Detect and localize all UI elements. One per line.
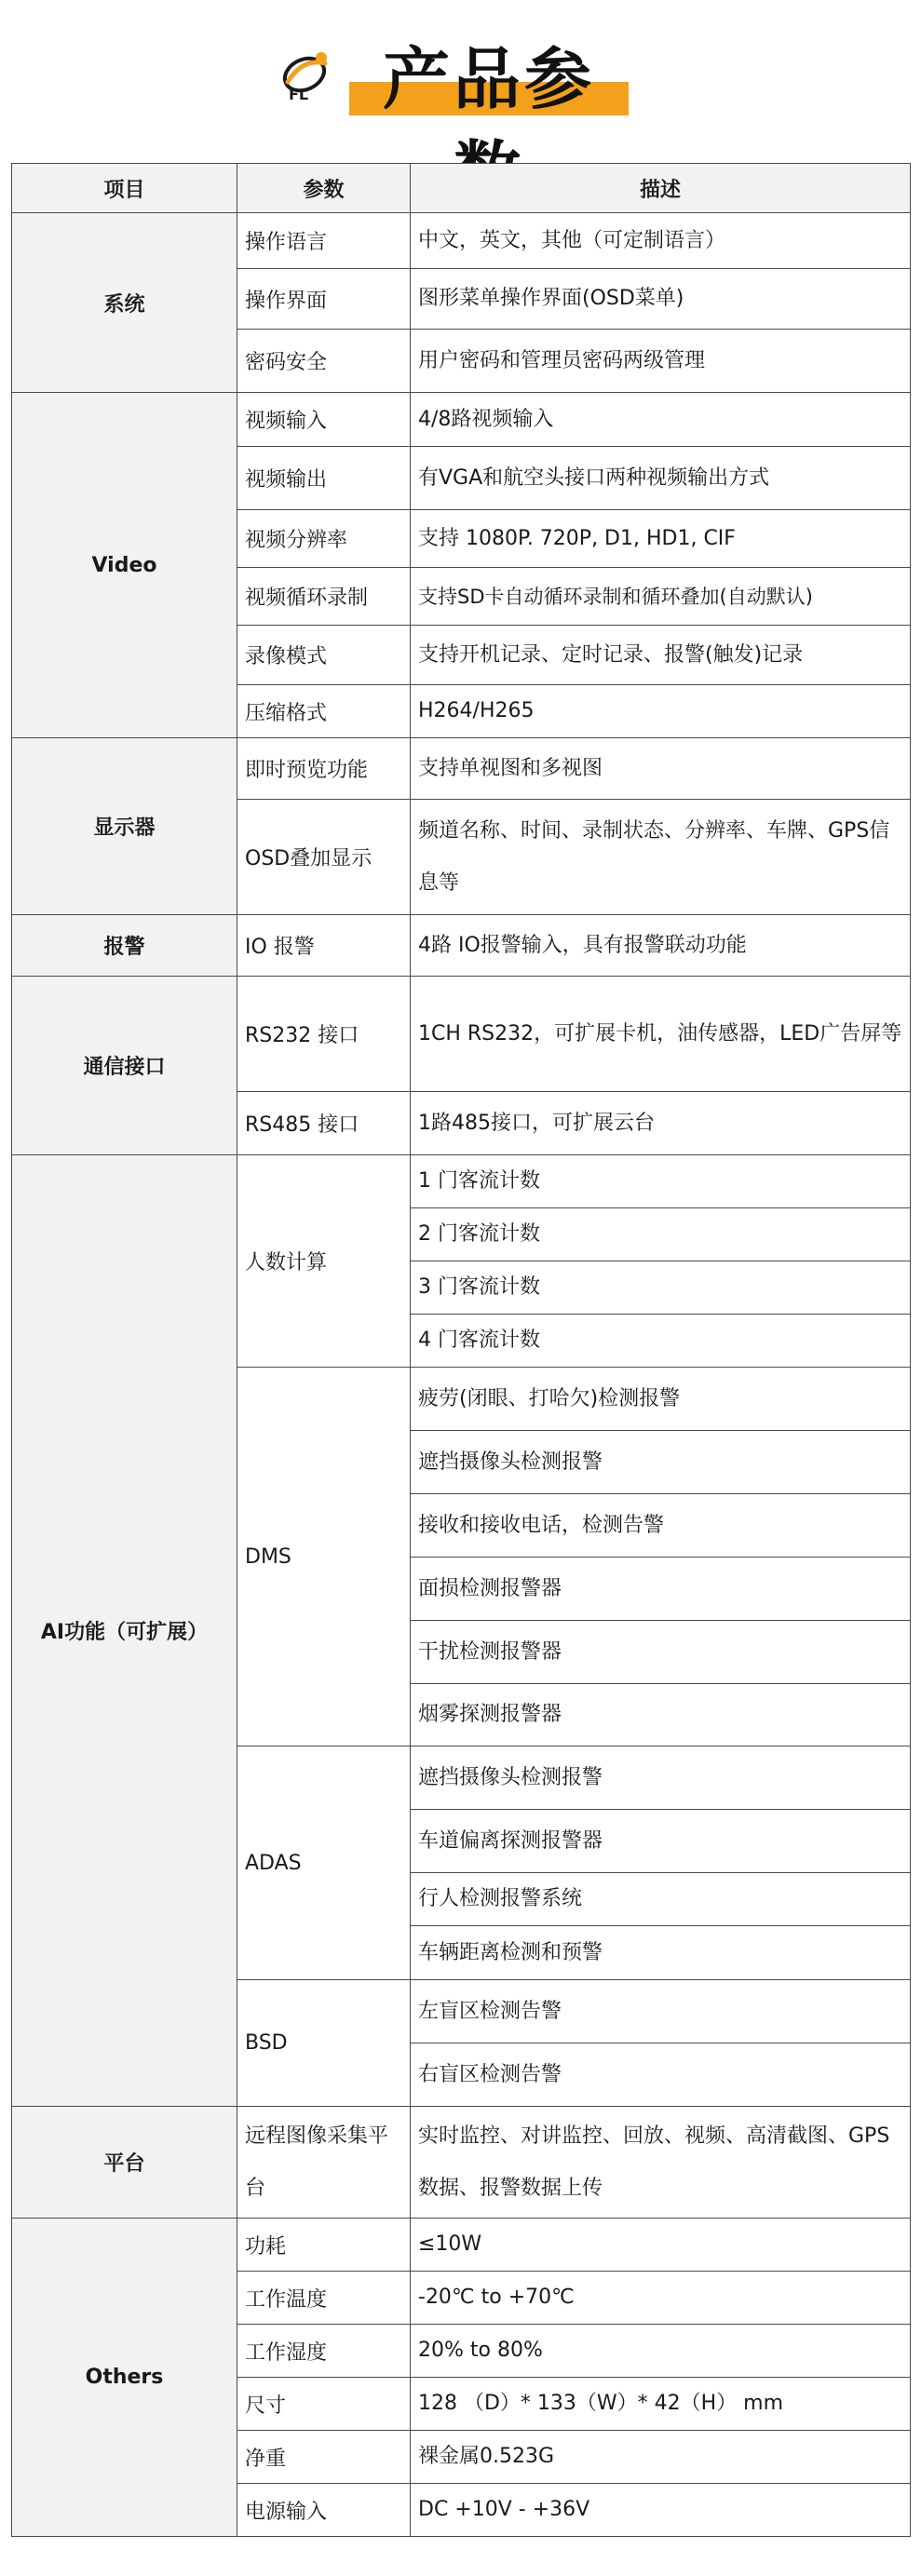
desc-cell: 图形菜单操作界面(OSD菜单): [411, 269, 911, 330]
desc-cell: 右盲区检测告警: [411, 2043, 911, 2107]
desc-cell: 频道名称、时间、录制状态、分辨率、车牌、GPS信息等: [411, 800, 911, 915]
param-cell: BSD: [237, 1980, 411, 2107]
table-row: [12, 1155, 911, 1208]
column-header-param: 参数: [237, 164, 411, 213]
column-header-desc: 描述: [411, 164, 911, 213]
desc-cell: 遮挡摄像头检测报警: [411, 1431, 911, 1494]
desc-cell: 中文，英文，其他（可定制语言）: [411, 213, 911, 269]
desc-cell: 支持 1080P. 720P, D1, HD1, CIF: [411, 510, 911, 568]
desc-cell: 车辆距离检测和预警: [411, 1926, 911, 1980]
desc-cell: 遮挡摄像头检测报警: [411, 1747, 911, 1810]
category-cell-display: 显示器: [12, 738, 237, 915]
param-cell: 操作语言: [237, 213, 411, 269]
logo-text: FL: [289, 86, 309, 103]
param-cell: 操作界面: [237, 269, 411, 330]
category-cell-video: Video: [12, 393, 237, 738]
page-header: [0, 0, 921, 158]
category-cell-comm: 通信接口: [12, 977, 237, 1155]
category-cell-others: Others: [12, 2219, 237, 2537]
desc-cell: 4 门客流计数: [411, 1315, 911, 1368]
param-cell: 净重: [237, 2431, 411, 2484]
table-header-row: [12, 164, 911, 213]
param-cell: ADAS: [237, 1747, 411, 1980]
param-cell: IO 报警: [237, 915, 411, 977]
desc-cell: 4路 IO报警输入，具有报警联动功能: [411, 915, 911, 977]
desc-cell: 4/8路视频输入: [411, 393, 911, 447]
table-row: [12, 393, 911, 447]
param-cell: RS485 接口: [237, 1092, 411, 1155]
desc-cell: 3 门客流计数: [411, 1261, 911, 1315]
param-cell: 密码安全: [237, 330, 411, 393]
desc-cell: 实时监控、对讲监控、回放、视频、高清截图、GPS数据、报警数据上传: [411, 2107, 911, 2219]
desc-cell: 支持开机记录、定时记录、报警(触发)记录: [411, 626, 911, 685]
param-cell: 人数计算: [237, 1155, 411, 1368]
desc-cell: 支持SD卡自动循环录制和循环叠加(自动默认): [411, 568, 911, 626]
param-cell: 视频输出: [237, 447, 411, 510]
category-cell-system: 系统: [12, 213, 237, 393]
table-row: [12, 2107, 911, 2219]
param-cell: 功耗: [237, 2219, 411, 2272]
param-cell: 录像模式: [237, 626, 411, 685]
desc-cell: DC +10V - +36V: [411, 2484, 911, 2537]
desc-cell: H264/H265: [411, 685, 911, 738]
desc-cell: 行人检测报警系统: [411, 1873, 911, 1926]
desc-cell: 面损检测报警器: [411, 1558, 911, 1621]
param-cell: DMS: [237, 1368, 411, 1747]
desc-cell: 1 门客流计数: [411, 1155, 911, 1208]
param-cell: 电源输入: [237, 2484, 411, 2537]
desc-cell: 左盲区检测告警: [411, 1980, 911, 2043]
desc-cell: 车道偏离探测报警器: [411, 1810, 911, 1873]
param-cell: 压缩格式: [237, 685, 411, 738]
title-block: [349, 28, 629, 130]
desc-cell: 用户密码和管理员密码两级管理: [411, 330, 911, 393]
category-cell-ai: AI功能（可扩展）: [12, 1155, 237, 2107]
desc-cell: 烟雾探测报警器: [411, 1684, 911, 1747]
desc-cell: 2 门客流计数: [411, 1208, 911, 1261]
param-cell: OSD叠加显示: [237, 800, 411, 915]
desc-cell: 干扰检测报警器: [411, 1621, 911, 1684]
param-cell: 工作湿度: [237, 2325, 411, 2378]
param-cell: RS232 接口: [237, 977, 411, 1092]
table-row: [12, 977, 911, 1092]
param-cell: 工作温度: [237, 2272, 411, 2325]
table-row: [12, 738, 911, 800]
spec-table: [11, 163, 911, 2537]
desc-cell: 1CH RS232，可扩展卡机，油传感器，LED广告屏等: [411, 977, 911, 1092]
desc-cell: 支持单视图和多视图: [411, 738, 911, 800]
desc-cell: 128 （D）* 133（W）* 42（H） mm: [411, 2378, 911, 2431]
column-header-item: 项目: [12, 164, 237, 213]
desc-cell: 接收和接收电话，检测告警: [411, 1494, 911, 1558]
table-row: [12, 213, 911, 269]
param-cell: 尺寸: [237, 2378, 411, 2431]
param-cell: 远程图像采集平台: [237, 2107, 411, 2219]
category-cell-platform: 平台: [12, 2107, 237, 2219]
param-cell: 视频循环录制: [237, 568, 411, 626]
desc-cell: 疲劳(闭眼、打哈欠)检测报警: [411, 1368, 911, 1431]
param-cell: 即时预览功能: [237, 738, 411, 800]
desc-cell: -20℃ to +70℃: [411, 2272, 911, 2325]
desc-cell: ≤10W: [411, 2219, 911, 2272]
param-cell: 视频输入: [237, 393, 411, 447]
desc-cell: 20% to 80%: [411, 2325, 911, 2378]
desc-cell: 有VGA和航空头接口两种视频输出方式: [411, 447, 911, 510]
table-row: [12, 2219, 911, 2272]
page-title: 产品参: [382, 40, 595, 118]
category-cell-alarm: 报警: [12, 915, 237, 977]
table-row: [12, 915, 911, 977]
desc-cell: 裸金属0.523G: [411, 2431, 911, 2484]
desc-cell: 1路485接口，可扩展云台: [411, 1092, 911, 1155]
param-cell: 视频分辨率: [237, 510, 411, 568]
